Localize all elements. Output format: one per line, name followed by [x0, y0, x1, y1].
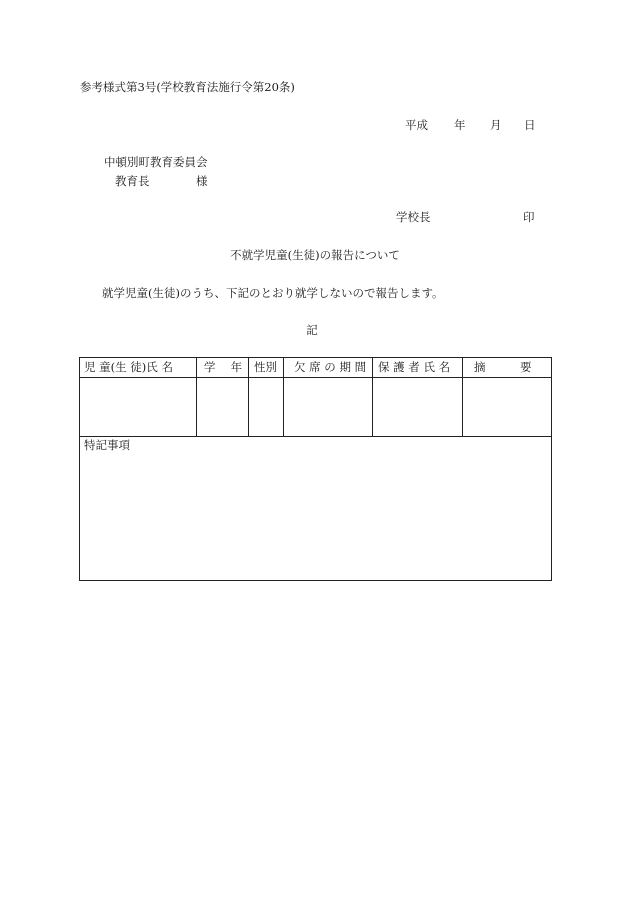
column-divider [196, 358, 197, 436]
remarks-label: 特記事項 [84, 438, 130, 452]
principal-seal: 印 [523, 210, 535, 224]
body-text: 就学児童(生徒)のうち、下記のとおり就学しないので報告します。 [102, 286, 444, 300]
column-header-grade: 学 年 [204, 360, 243, 374]
column-divider [248, 358, 249, 436]
date-era: 平成 [405, 118, 428, 132]
addressee-organization: 中頓別町教育委員会 [104, 155, 208, 169]
column-header-summary: 摘 要 [474, 360, 532, 374]
column-header-student-name: 児 童(生 徒)氏 名 [84, 360, 173, 374]
principal-label: 学校長 [396, 210, 431, 224]
addressee-title: 教育長 [115, 174, 150, 188]
column-header-guardian-name: 保 護 者 氏 名 [378, 360, 451, 374]
column-header-gender: 性別 [254, 360, 277, 374]
addressee-honorific: 様 [196, 174, 208, 188]
report-table [79, 357, 552, 581]
date-day: 日 [524, 118, 536, 132]
document-title: 不就学児童(生徒)の報告について [230, 248, 400, 262]
header-divider [80, 377, 551, 378]
column-header-absence-period: 欠 席 の 期 間 [294, 360, 367, 374]
form-reference: 参考様式第3号(学校教育法施行令第20条) [80, 80, 295, 94]
date-year: 年 [454, 118, 466, 132]
column-divider [372, 358, 373, 436]
remarks-divider [80, 436, 551, 437]
column-divider [462, 358, 463, 436]
column-divider [283, 358, 284, 436]
date-month: 月 [490, 118, 502, 132]
ki-heading: 記 [306, 323, 318, 337]
